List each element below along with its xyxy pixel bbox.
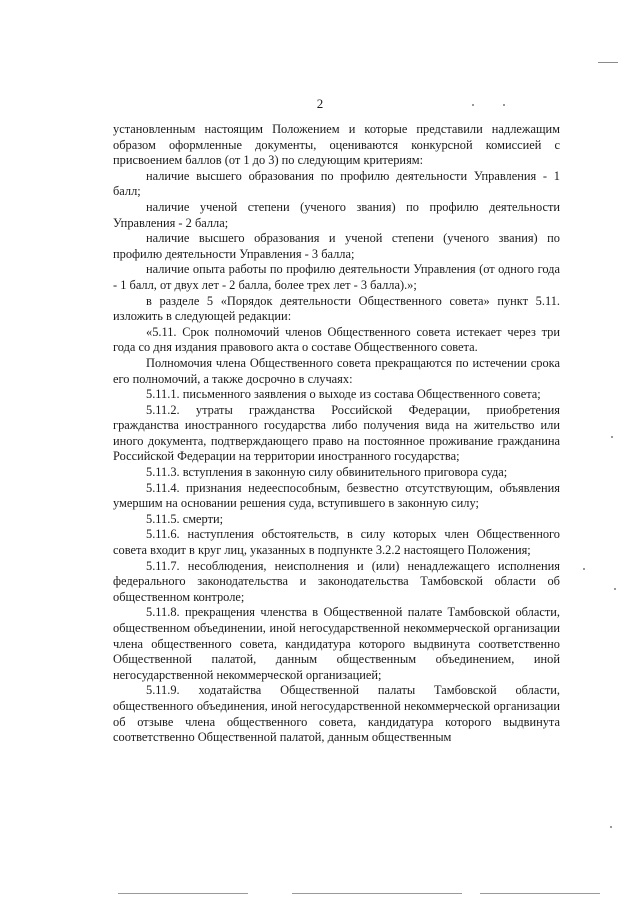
paragraph: 5.11.5. смерти; (146, 511, 224, 526)
scan-speck (472, 104, 474, 106)
scan-speck (610, 826, 612, 828)
paragraph: 5.11.2. утраты гражданства Российской Федерации, приобретения гражданства иностранного государства либо получения вида на жительство или иного документа, подтверждающего право на постоянное проживание гражданина Российской Федерации на территории иностранного государства; (113, 402, 560, 464)
page-number: 2 (316, 96, 324, 111)
scan-mark (598, 62, 618, 63)
paragraph: «5.11. Срок полномочий членов Общественного совета истекает через три года со дня издания правового акта о составе Общественного совета. (113, 324, 560, 355)
scan-edge-line (480, 893, 600, 894)
paragraph: в разделе 5 «Порядок деятельности Общественного совета» пункт 5.11. изложить в следующей редакции: (113, 293, 560, 324)
scan-speck (614, 588, 616, 590)
paragraph: 5.11.7. несоблюдения, неисполнения и (или) ненадлежащего исполнения федерального законодательства и законодательства Тамбовской области об общественном контроле; (113, 558, 560, 604)
scan-speck (503, 104, 505, 106)
paragraph: 5.11.3. вступления в законную силу обвинительного приговора суда; (146, 465, 508, 480)
paragraph: 5.11.8. прекращения членства в Общественной палате Тамбовской области, общественном объединении, иной негосударственной некоммерческой организации члена общественного совета, кандидатура которого выдвинута соответственно Общественной палатой, данным общественным объединением, иной негосударственной некоммерческой организацией; (113, 605, 560, 682)
paragraph: 5.11.4. признания недееспособным, безвестно отсутствующим, объявления умершим на основании решения суда, вступившего в законную силу; (113, 480, 560, 511)
scan-edge-line (118, 893, 248, 894)
scan-speck (583, 568, 585, 570)
paragraph: наличие высшего образования и ученой степени (ученого звания) по профилю деятельности Управления - 3 балла; (113, 231, 560, 261)
paragraph: наличие опыта работы по профилю деятельности Управления (от одного года - 1 балл, от двух лет - 2 балла, более трех лет - 3 балла).»; (113, 262, 560, 292)
paragraph: 5.11.6. наступления обстоятельств, в силу которых член Общественного совета входит в круг лиц, указанных в подпункте 3.2.2 настоящего Положения; (113, 527, 560, 558)
paragraph: 5.11.1. письменного заявления о выходе из состава Общественного совета; (146, 387, 541, 402)
paragraph: 5.11.9. ходатайства Общественной палаты Тамбовской области, общественного объединения, иной негосударственной некоммерческой организации об отзыве члена общественного совета, кандидатура которого выдвинута соответственно Общественной палатой, данным общественным (113, 683, 560, 745)
paragraph: наличие ученой степени (ученого звания) по профилю деятельности Управления - 2 балла; (113, 199, 560, 230)
scan-speck (611, 436, 613, 438)
document-body (113, 122, 560, 746)
scan-edge-line (292, 893, 462, 894)
paragraph: наличие высшего образования по профилю деятельности Управления - 1 балл; (113, 168, 560, 199)
paragraph: Полномочия члена Общественного совета прекращаются по истечении срока его полномочий, а также досрочно в случаях: (113, 355, 560, 386)
paragraph: установленным настоящим Положением и которые представили надлежащим образом оформленные документы, оцениваются конкурсной комиссией с присвоением баллов (от 1 до 3) по следующим критериям: (113, 122, 560, 168)
